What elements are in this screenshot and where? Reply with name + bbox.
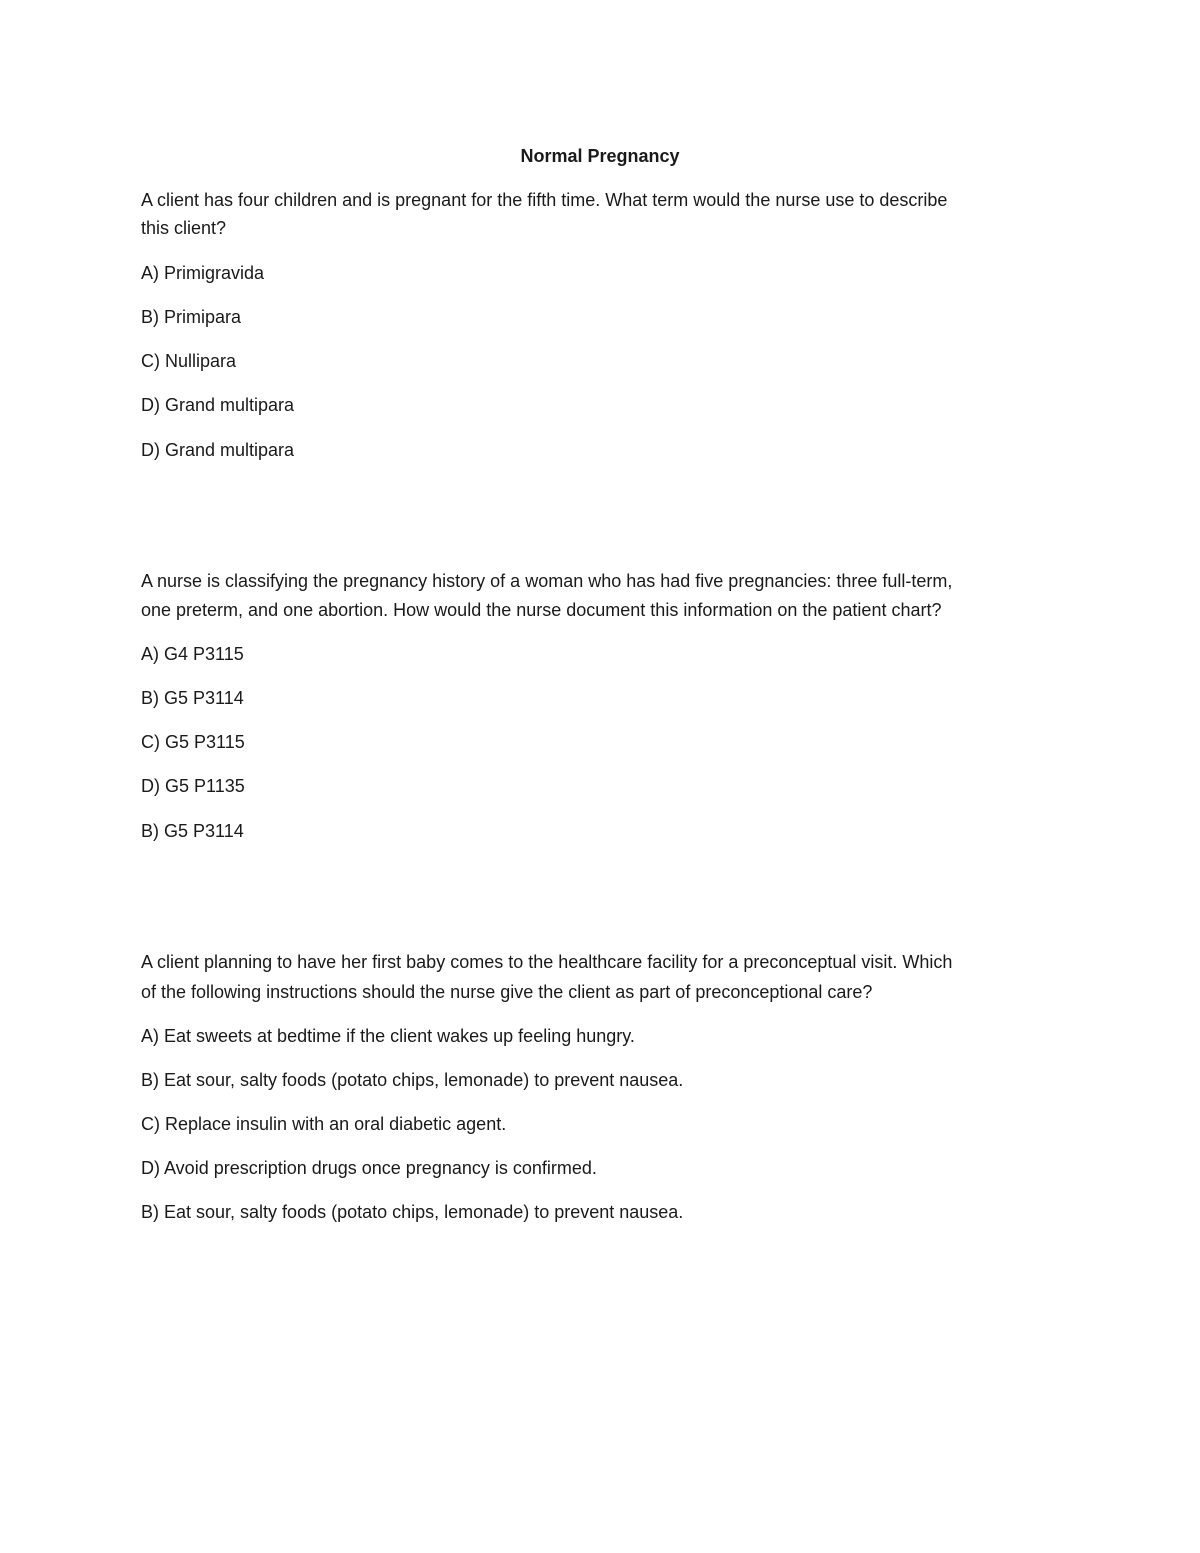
question-2-stem-line-1: A nurse is classifying the pregnancy history of a woman who has had five pregnancies: three full-term,	[141, 571, 953, 591]
question-2-option-a: A) G4 P3115	[141, 644, 244, 664]
question-3-option-a: A) Eat sweets at bedtime if the client wakes up feeling hungry.	[141, 1026, 635, 1046]
question-3-stem-line-1: A client planning to have her first baby comes to the healthcare facility for a preconceptual visit. Which	[141, 952, 953, 972]
question-2-option-c: C) G5 P3115	[141, 732, 245, 752]
question-2-stem-line-2: one preterm, and one abortion. How would the nurse document this information on the patient chart?	[141, 600, 942, 620]
question-1-option-c: C) Nullipara	[141, 351, 237, 371]
question-3-option-c: C) Replace insulin with an oral diabetic agent.	[141, 1114, 507, 1134]
question-2-option-b: B) G5 P3114	[141, 688, 244, 708]
question-2-option-d: D) G5 P1135	[141, 776, 245, 796]
question-1-option-b: B) Primipara	[141, 307, 242, 327]
question-3-stem-line-2: of the following instructions should the nurse give the client as part of preconceptional care?	[141, 982, 873, 1002]
question-3-answer: B) Eat sour, salty foods (potato chips, lemonade) to prevent nausea.	[141, 1202, 684, 1222]
question-3-option-b: B) Eat sour, salty foods (potato chips, lemonade) to prevent nausea.	[141, 1070, 684, 1090]
question-1-answer: D) Grand multipara	[141, 440, 295, 460]
document-title: Normal Pregnancy	[520, 146, 680, 166]
question-1-option-a: A) Primigravida	[141, 263, 265, 283]
question-1-stem-line-2: this client?	[141, 218, 227, 238]
question-1-stem-line-1: A client has four children and is pregnant for the fifth time. What term would the nurse use to describe	[141, 190, 948, 210]
question-2-answer: B) G5 P3114	[141, 821, 244, 841]
question-1-option-d: D) Grand multipara	[141, 395, 295, 415]
question-3-option-d: D) Avoid prescription drugs once pregnancy is confirmed.	[141, 1158, 597, 1178]
